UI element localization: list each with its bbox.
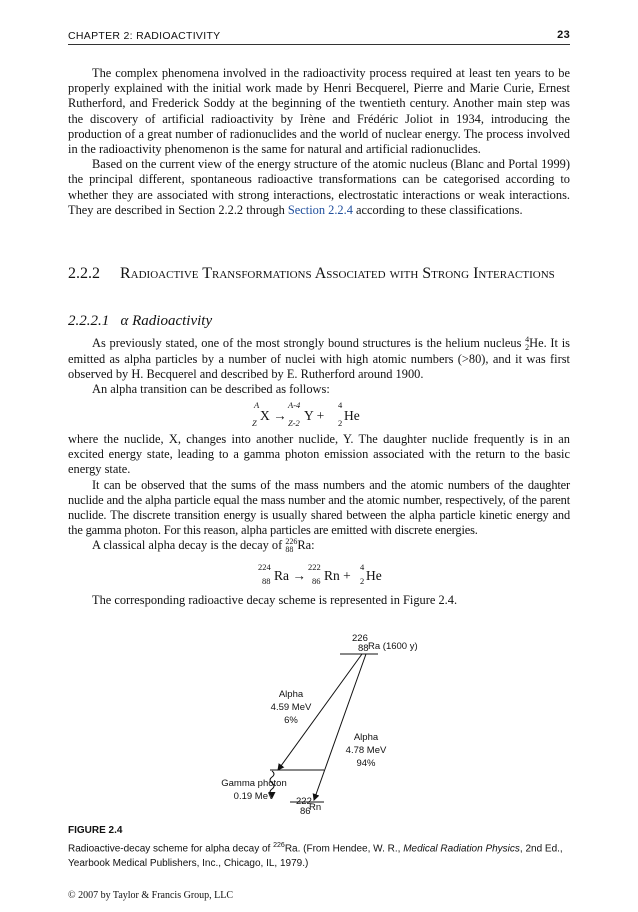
copyright-footer: © 2007 by Taylor & Francis Group, LLC xyxy=(68,890,234,901)
gamma-label: Gamma photon xyxy=(221,778,287,789)
alpha2-label: Alpha xyxy=(353,732,379,743)
paragraph-6: It can be observed that the sums of the mass numbers and the atomic numbers of the daughter nuclide and the alpha particle equal the mass number and the atomic number, respectively, of the parent nuclide. The discrete transition energy is usually shared between the alpha particle kinetic energy and the gamma photon. For this reason, alpha particles are emitted with discrete energies. xyxy=(68,477,570,538)
figure-caption-title: FIGURE 2.4 xyxy=(68,825,123,836)
svg-text:X →: X → xyxy=(260,408,287,423)
svg-text:Ra →: Ra → xyxy=(274,568,306,583)
alpha1-energy: 4.59 MeV xyxy=(270,702,312,713)
svg-text:4: 4 xyxy=(338,400,343,410)
svg-text:2: 2 xyxy=(360,576,365,586)
svg-text:4: 4 xyxy=(360,562,365,572)
chapter-title: CHAPTER 2: RADIOACTIVITY xyxy=(68,30,221,42)
alpha2-percent: 94% xyxy=(356,758,376,769)
alpha-transition-equation xyxy=(248,396,398,436)
svg-text:2: 2 xyxy=(338,418,343,428)
svg-text:222: 222 xyxy=(308,562,321,572)
alpha1-percent: 6% xyxy=(284,715,298,726)
running-header xyxy=(68,28,570,45)
svg-text:Z: Z xyxy=(252,418,257,428)
paragraph-7: A classical alpha decay is the decay of 226 88 Ra: xyxy=(92,537,315,555)
daughter-nuclide-label: Rn xyxy=(309,802,322,813)
svg-text:88: 88 xyxy=(262,576,271,586)
decay-scheme-figure xyxy=(190,630,450,820)
paragraph-8: The corresponding radioactive decay scheme is represented in Figure 2.4. xyxy=(92,593,458,607)
section-number: 2.2.2 xyxy=(68,265,100,282)
parent-mass-number: 226 xyxy=(352,633,368,644)
svg-text:He: He xyxy=(366,568,382,583)
alpha2-energy: 4.78 MeV xyxy=(345,745,387,756)
subsection-number: 2.2.2.1 xyxy=(68,313,110,329)
subsection-title: α Radioactivity xyxy=(120,313,213,329)
daughter-atomic-number: 86 xyxy=(300,806,311,817)
paragraph-5: where the nuclide, X, changes into another nuclide, Y. The daughter nuclide frequently is in an excited energy state, leading to a gamma photon emission associated with the return to the basic energy state. xyxy=(68,432,570,477)
paragraph-1: The complex phenomena involved in the radioactivity process required at least ten years to be properly explained with the initial work made by Henri Becquerel, Pierre and Marie Curie, Ernest Rutherford, and Frederick Soddy at the beginning of the twentieth century. Another main step was the discovery of artificial radioactivity by Irène and Frédéric Joliot in 1934, introducing the production of a great number of radionuclides and the world of nuclear energy. The process involved in the radioactivity phenomenon is the same for natural and artificial radionuclides. xyxy=(68,66,570,157)
subsection-heading xyxy=(68,313,212,330)
svg-text:Rn +: Rn + xyxy=(324,568,351,583)
alpha-text-3 xyxy=(68,593,570,608)
intro-text xyxy=(68,66,570,218)
parent-nuclide-label: Ra (1600 y) xyxy=(368,641,418,652)
paragraph-2: Based on the current view of the energy structure of the atomic nucleus (Blanc and Portal 1999) the principal different, spontaneous radioactive transformations can be categorised according to whether they are associated with strong interactions, electrostatic interactions or weak interactions. They are described in Section 2.2.2 through Section 2.2.4 according to these classifications. xyxy=(68,157,570,217)
alpha-text-2 xyxy=(68,432,570,554)
svg-text:He: He xyxy=(344,408,360,423)
parent-atomic-number: 88 xyxy=(358,643,369,654)
svg-text:A-4: A-4 xyxy=(288,400,301,410)
radium-decay-equation xyxy=(256,560,416,592)
gamma-energy: 0.19 MeV xyxy=(233,791,275,802)
svg-text:A: A xyxy=(254,400,260,410)
paragraph-3: As previously stated, one of the most strongly bound structures is the helium nucleus 4 2 He. It is emitted as alpha particles by a number of nuclei with high atomic numbers (>80), and it was first observed by H. Becquerel and described by E. Rutherford around 1900. xyxy=(68,335,570,382)
paragraph-4: An alpha transition can be described as follows: xyxy=(92,382,330,397)
alpha-arrow-2 xyxy=(314,654,366,800)
alpha1-label: Alpha xyxy=(278,689,304,700)
daughter-mass-number: 222 xyxy=(296,796,312,807)
section-heading xyxy=(68,264,570,304)
svg-text:224: 224 xyxy=(258,562,271,572)
figure-caption: FIGURE 2.4 Radioactive-decay scheme for alpha decay of $^{226}$Ra. (From Hendee, W. R., Medical Radiation Physics, 2nd Ed., Yearbook Medical Publishers, Inc., Chicago, IL, 1979.) xyxy=(68,823,570,871)
svg-text:86: 86 xyxy=(312,576,321,586)
page-number: 23 xyxy=(557,29,570,41)
section-title: Radioactive Transformations Associated with Strong Interactions xyxy=(120,265,555,282)
section-link[interactable]: Section 2.2.4 xyxy=(287,202,353,217)
svg-text:Z-2: Z-2 xyxy=(288,418,300,428)
alpha-text-1 xyxy=(68,336,570,398)
svg-text:Y +: Y + xyxy=(304,408,325,423)
